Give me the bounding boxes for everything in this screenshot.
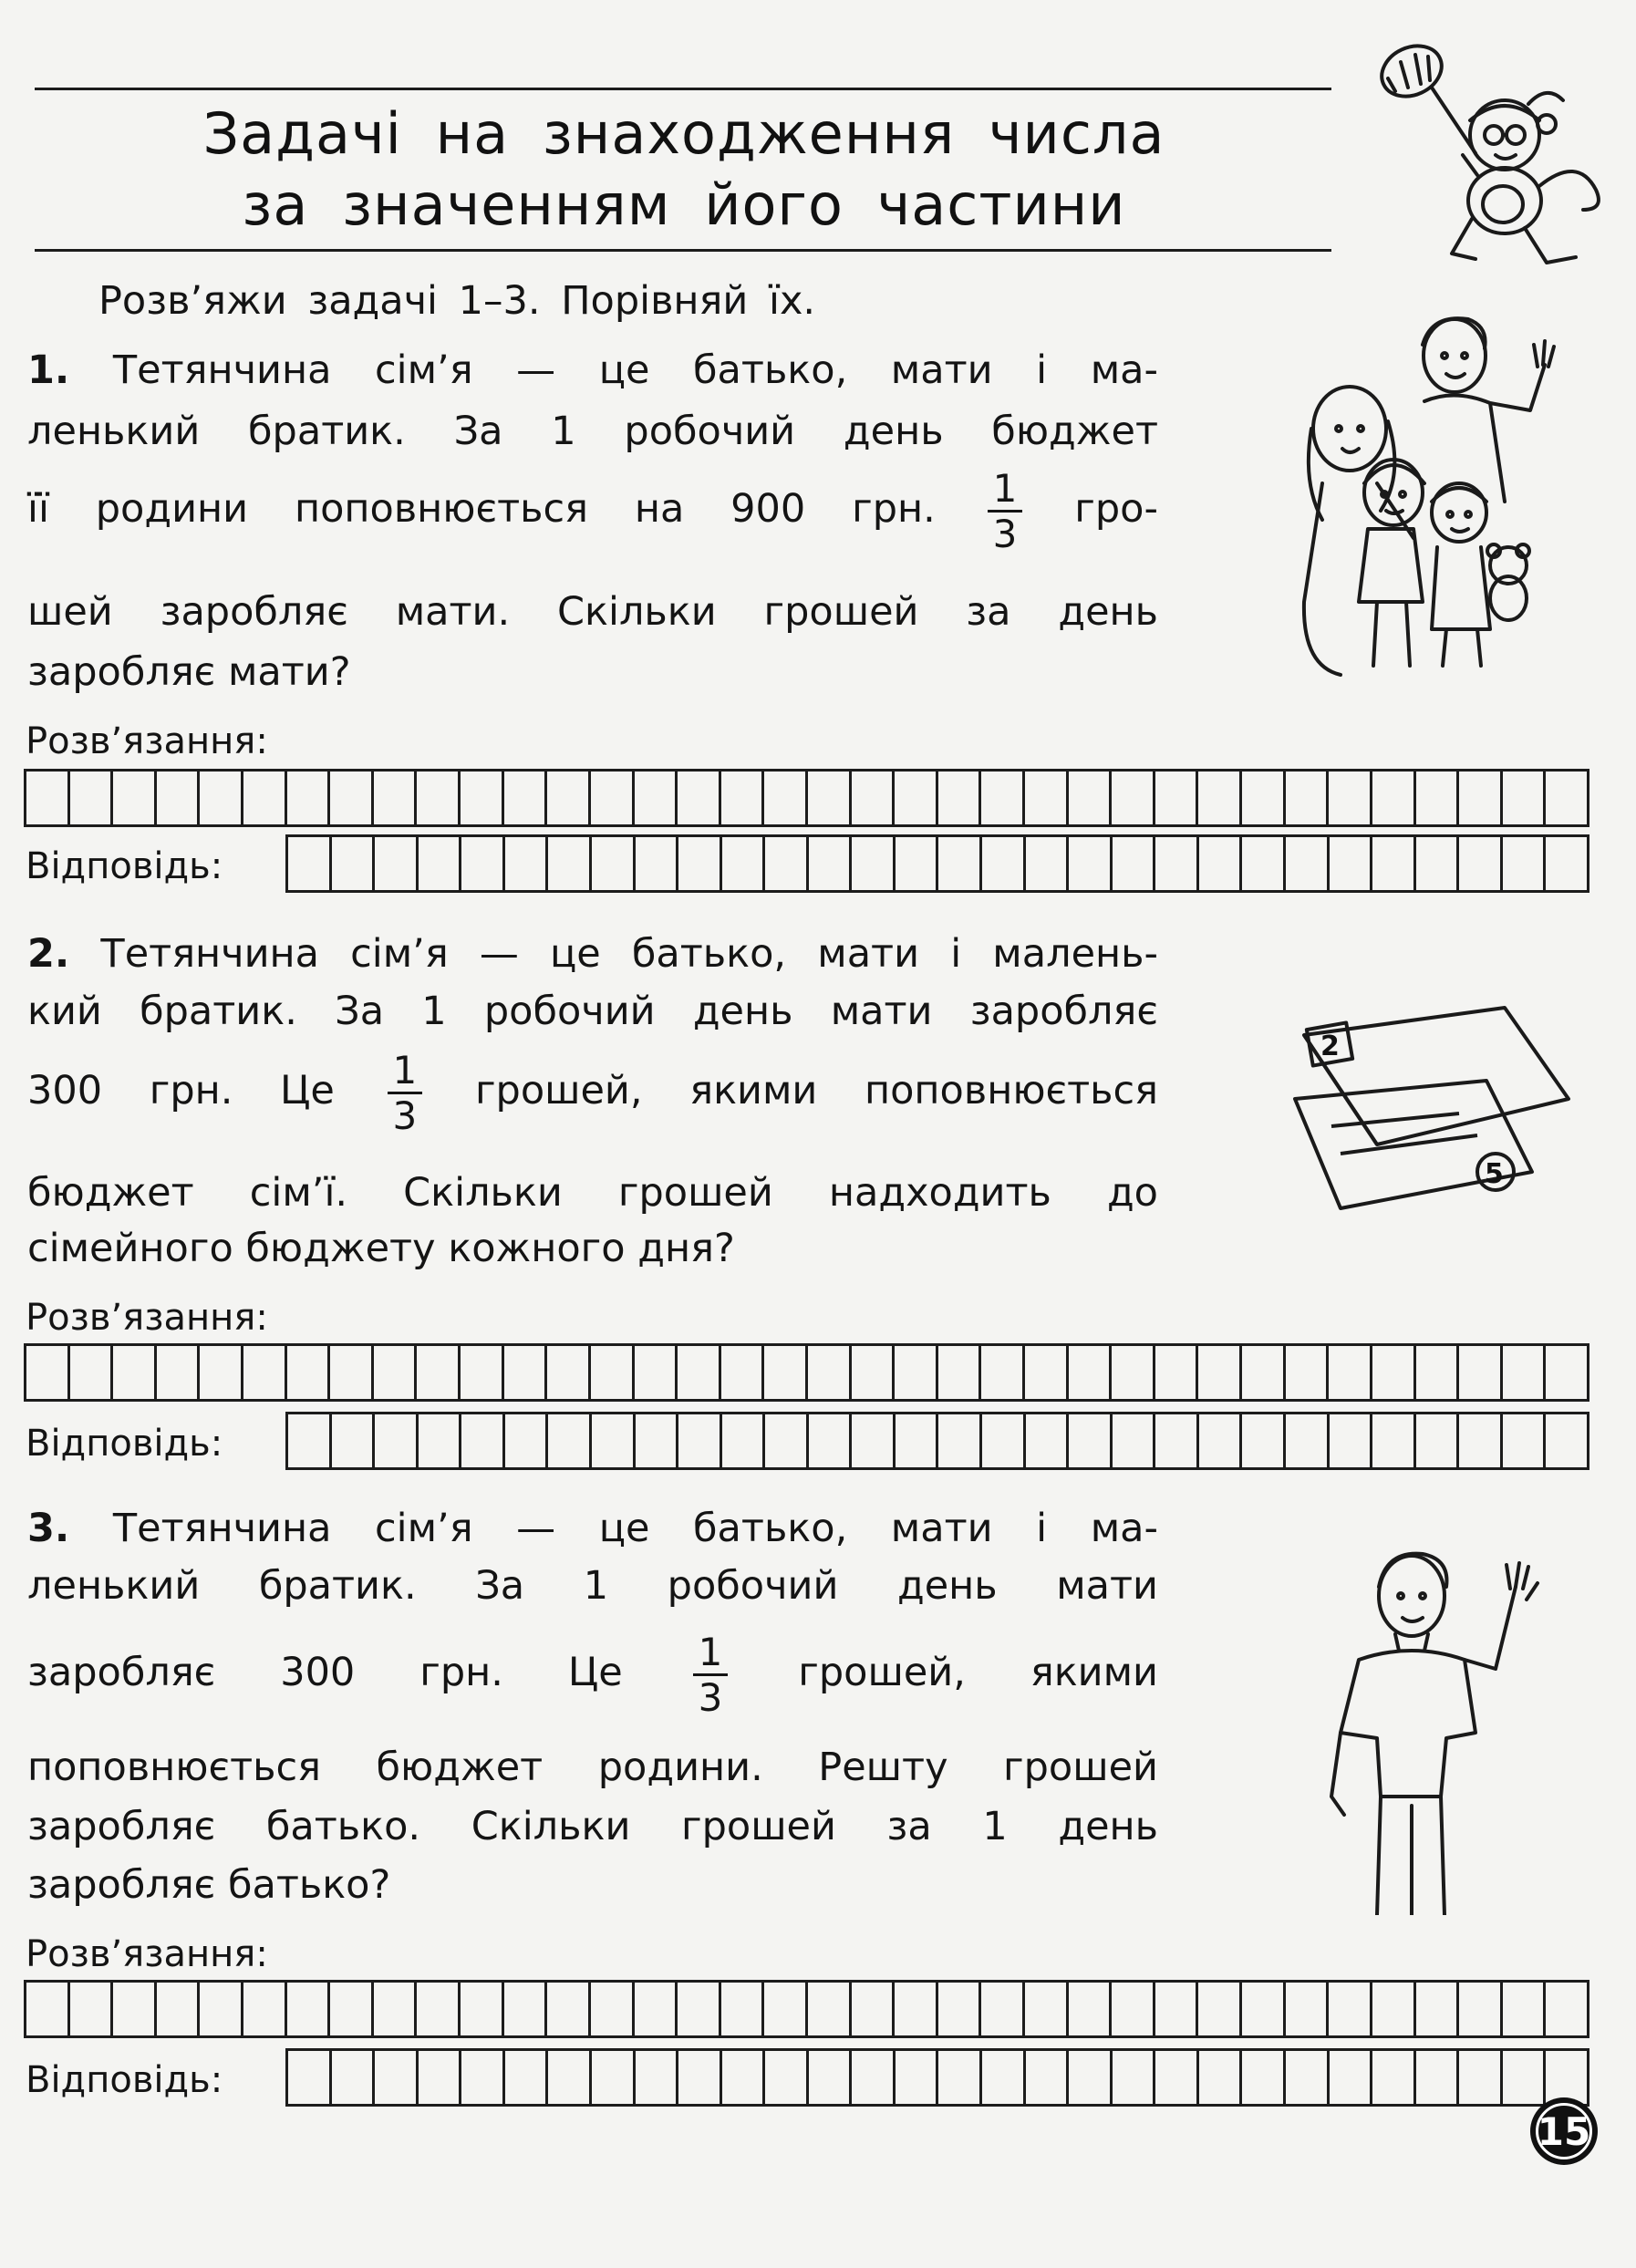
- task-1-line-2: ленький братик. За 1 робочий день бюджет: [27, 409, 1158, 454]
- task-1-number: 1.: [27, 347, 70, 393]
- intro-instruction: Розв’яжи задачі 1–3. Порівняй їх.: [98, 278, 816, 324]
- page-number: 15: [1537, 2108, 1591, 2154]
- task-3-number: 3.: [27, 1506, 70, 1551]
- father-illustration: [1304, 1532, 1559, 1915]
- task-1-solution-grid[interactable]: [24, 769, 1589, 827]
- family-illustration: [1286, 301, 1578, 684]
- task-3-line-4: поповнюється бюджет родини. Решту грошей: [27, 1745, 1158, 1790]
- task-2-line-5: сімейного бюджету кожного дня?: [27, 1226, 735, 1271]
- task-1-answer-grid[interactable]: [285, 834, 1589, 893]
- task-1-line-4: шей заробляє мати. Скільки грошей за день: [27, 589, 1158, 635]
- page-number-badge: [1530, 2097, 1598, 2165]
- monkey-with-net-illustration: [1368, 18, 1632, 283]
- task-3-answer-label: Відповідь:: [26, 2059, 223, 2101]
- task-3-line-6: заробляє батько?: [27, 1862, 391, 1908]
- task-2-solution-grid[interactable]: [24, 1343, 1589, 1402]
- task-3-line-1: 3. Тетянчина сім’я — це батько, мати і ма-: [27, 1506, 1159, 1551]
- task-3-line-5: заробляє батько. Скільки грошей за 1 день: [27, 1804, 1158, 1849]
- task-1-line-3: її родини поповнюється на 900 грн. $\frac{1}{3}$ гро-: [27, 466, 1158, 557]
- title-line-2: за значенням його частини: [242, 171, 1126, 238]
- task-1-answer-label: Відповідь:: [26, 845, 223, 887]
- task-1-fraction: $\frac{1}{3}$: [988, 467, 1023, 555]
- task-3-answer-grid[interactable]: [285, 2048, 1589, 2107]
- task-1-line-5: заробляє мати?: [27, 649, 351, 695]
- task-2-line-3: 300 грн. Це $\frac{1}{3}$ грошей, якими поповнюється: [27, 1048, 1159, 1139]
- task-3-solution-label: Розв’язання:: [26, 1933, 268, 1975]
- ticket-number-2: 2: [1320, 1030, 1340, 1062]
- task-3-line-2: ленький братик. За 1 робочий день мати: [27, 1563, 1158, 1609]
- task-2-number: 2.: [27, 931, 70, 977]
- task-2-fraction: $\frac{1}{3}$: [388, 1049, 423, 1137]
- title-top-rule: [35, 88, 1331, 90]
- title-bottom-rule: [35, 249, 1331, 252]
- title-line-1: Задачі на знаходження числа: [202, 100, 1165, 167]
- task-2-line-1: 2. Тетянчина сім’я — це батько, мати і малень-: [27, 931, 1158, 977]
- envelope-illustration: [1277, 999, 1578, 1217]
- task-2-answer-grid[interactable]: [285, 1412, 1589, 1470]
- task-3-fraction: $\frac{1}{3}$: [693, 1631, 729, 1719]
- task-2-line-2: кий братик. За 1 робочий день мати заробляє: [27, 989, 1158, 1034]
- task-3-solution-grid[interactable]: [24, 1980, 1589, 2038]
- task-2-solution-label: Розв’язання:: [26, 1297, 268, 1339]
- task-2-answer-label: Відповідь:: [26, 1423, 223, 1465]
- task-3-line-3: заробляє 300 грн. Це $\frac{1}{3}$ грошей, якими: [27, 1630, 1158, 1721]
- task-1-solution-label: Розв’язання:: [26, 720, 268, 762]
- task-1-line-1: 1. Тетянчина сім’я — це батько, мати і ма-: [27, 347, 1159, 393]
- task-2-line-4: бюджет сім’ї. Скільки грошей надходить до: [27, 1170, 1158, 1216]
- ticket-number-5: 5: [1485, 1158, 1504, 1190]
